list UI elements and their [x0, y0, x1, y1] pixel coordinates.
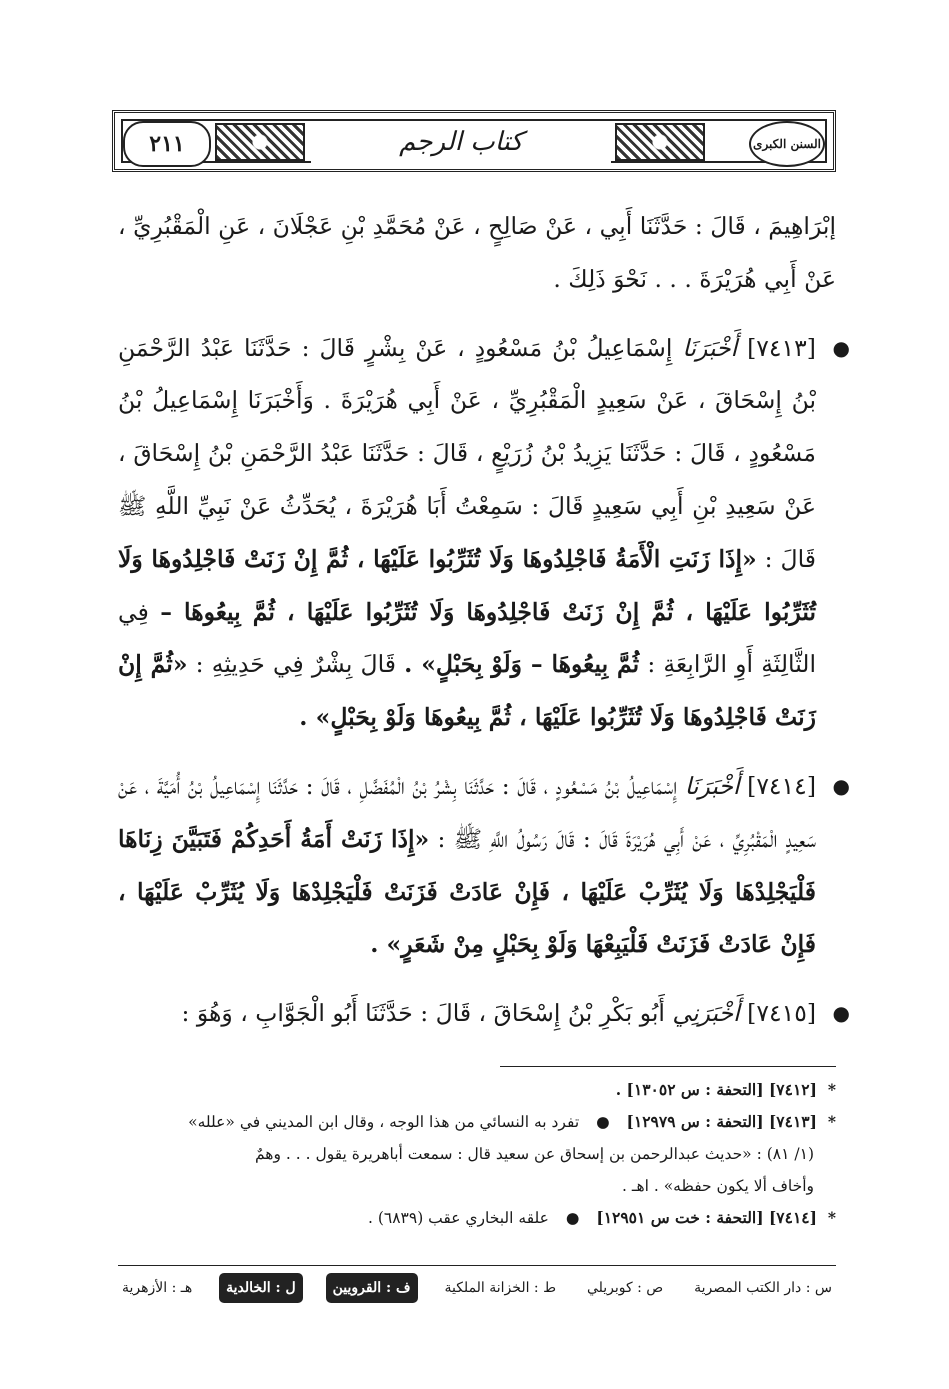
- book-title: كتاب الرجم: [311, 121, 611, 163]
- intro-line-2: عَنْ أَبِي هُرَيْرَةَ . . . نَحْوَ ذَلِكَ .: [553, 264, 836, 293]
- bullet-icon: ●: [832, 335, 850, 360]
- legend-item: هـ : الأزهرية: [122, 1280, 193, 1296]
- ikhbar-word: أَخْبَرَنِي: [672, 999, 740, 1028]
- legend-item: ط : الخزانة الملكية: [444, 1280, 557, 1296]
- medallion-text: السنن الكبرى: [753, 137, 821, 151]
- matn: «ثُمَّ إِنْ زَنَتْ فَاجْلِدُوهَا وَلَا تُثَرِّبُوا عَلَيْهَا ، ثُمَّ بِيعُوهَا وَلَوْ بِحَبْلٍ» .: [118, 650, 816, 732]
- matn: «إِذَا زَنَتْ أَمَةُ أَحَدِكُمْ فَتَبَيَّنَ زِنَاهَا فَلْيَجْلِدْهَا وَلَا يُثَرِّبْ عَلَيْهَا ، فَإِنْ عَادَتْ فَزَنَتْ فَلْيَجْلِدْهَا وَلَا يُثَرِّبْ عَلَيْهَا ، فَإِنْ عَادَتْ فَزَنَتْ فَلْيَبِعْهَا وَلَوْ بِحَبْلٍ مِنْ شَعَرٍ» .: [118, 824, 816, 959]
- footnote-ref: [٧٤١٣] [التحفة : س ١٢٩٧٩]: [626, 1112, 817, 1131]
- isnad: إِسْمَاعِيلُ بْنُ مَسْعُودٍ ، عَنْ بِشْرٍ قَالَ : حَدَّثَنَا عَبْدُ الرَّحْمَنِ بْنُ إِسْحَاقَ ، عَنْ سَعِيدٍ الْمَقْبُرِيِّ ، عَنْ أَبِي هُرَيْرَةَ . وَأَخْبَرَنَا إِسْمَاعِيلُ بْنُ مَسْعُودٍ ، قَالَ : حَدَّثَنَا يَزِيدُ بْنُ زُرَيْعٍ ، قَالَ : حَدَّثَنَا عَبْدُ الرَّحْمَنِ بْنُ إِسْحَاقَ ، عَنْ سَعِيدِ بْنِ أَبِي سَعِيدٍ قَالَ : سَمِعْتُ أَبَا هُرَيْرَةَ ، يُحَدِّثُ عَنْ نَبِيِّ اللَّهِ ﷺ قَالَ :: [118, 333, 816, 573]
- asterisk-icon: *: [827, 1080, 836, 1099]
- footnotes: [118, 1074, 836, 1234]
- footnote-note: علقه البخاري عقب (٦٨٣٩) .: [367, 1209, 549, 1227]
- ornament-right: [615, 123, 705, 161]
- footnote-7413: [118, 1106, 836, 1202]
- page-header: [112, 110, 836, 172]
- footnote-7414: [118, 1202, 836, 1234]
- footnote-continuation: وأخاف ألا يكون حفظه» . اهـ .: [622, 1177, 814, 1195]
- bullet-icon: ●: [565, 1209, 580, 1227]
- page-number: ٢١١: [123, 121, 211, 167]
- manuscript-legend: [118, 1273, 836, 1303]
- footnote-continuation: (١/ ٨١) : «حديث عبدالرحمن بن إسحاق عن سعيد قال : سمعت أباهريرة يقول . . . وهمٌ: [254, 1145, 814, 1163]
- footnote-note: تفرد به النسائي من هذا الوجه ، وقال ابن المديني في «علله»: [188, 1113, 580, 1131]
- intro-paragraph: [118, 200, 836, 306]
- isnad: إِسْمَاعِيلُ بْنُ مَسْعُودٍ ، قَالَ : حَدَّثَنَا بِشْرُ بْنُ الْمُفَضَّلِ ، قَالَ : حَدَّثَنَا إِسْمَاعِيلُ بْنُ أُمَيَّةَ ، عَنْ سَعِيدٍ الْمَقْبُرِيِّ ، عَنْ أَبِي هُرَيْرَةَ قَالَ : قَالَ رَسُولُ اللَّهِ ﷺ :: [118, 771, 816, 853]
- legend-item-highlighted: ل : الخالدية: [219, 1273, 303, 1303]
- matn: «إِذَا زَنَتِ الْأَمَةُ فَاجْلِدُوهَا وَلَا تُثَرِّبُوا عَلَيْهَا ، ثُمَّ إِنْ زَنَتْ فَاجْلِدُوهَا وَلَا تُثَرِّبُوا عَلَيْهَا ، ثُمَّ إِنْ زَنَتْ فَاجْلِدُوهَا وَلَا تُثَرِّبُوا عَلَيْهَا ، ثُمَّ بِيعُوهَا –: [118, 544, 816, 626]
- asterisk-icon: *: [827, 1112, 836, 1131]
- isnad: أَبُو بَكْرِ بْنُ إِسْحَاقَ ، قَالَ : حَدَّثَنَا أَبُو الْجَوَّابِ ، وَهُوَ :: [181, 999, 665, 1028]
- series-medallion: [749, 121, 825, 167]
- matn: ثُمَّ بِيعُوهَا – وَلَوْ بِحَبْلٍ» .: [404, 650, 640, 679]
- legend-item-highlighted: ف : القرويين: [326, 1273, 418, 1303]
- hadith-7415: [118, 987, 850, 1040]
- ikhbar-word: أَخْبَرَنَا: [684, 771, 740, 800]
- hadith-number: [٧٤١٥]: [747, 999, 816, 1028]
- bullet-icon: ●: [832, 773, 850, 798]
- ornament-left: [215, 123, 305, 161]
- footnote-ref: [٧٤١٢] [التحفة : س ١٣٠٥٢] .: [615, 1080, 817, 1099]
- footnote-ref: [٧٤١٤] [التحفة : خت س ١٢٩٥١]: [596, 1208, 817, 1227]
- hadith-7413: [118, 322, 850, 744]
- bullet-icon: ●: [596, 1113, 610, 1131]
- narrator-note: فِي الثَّالِثَةِ أَوِ الرَّابِعَةِ :: [118, 597, 816, 679]
- legend-item: س : دار الكتب المصرية: [694, 1280, 832, 1296]
- hadith-7414: [118, 760, 850, 971]
- hadith-number: [٧٤١٤]: [747, 771, 816, 800]
- main-text: [118, 200, 850, 1040]
- narrator-note: قَالَ بِشْرٌ فِي حَدِيثِهِ :: [195, 650, 397, 679]
- ikhbar-word: أَخْبَرَنَا: [682, 333, 738, 362]
- legend-item: ص : كوبريلي: [586, 1280, 664, 1296]
- asterisk-icon: *: [827, 1208, 836, 1227]
- hadith-number: [٧٤١٣]: [747, 333, 816, 362]
- footnote-divider: [500, 1066, 836, 1067]
- bullet-icon: ●: [832, 1001, 850, 1026]
- intro-line-1: إبْرَاهِيمَ ، قَالَ : حَدَّثَنَا أَبِي ، عَنْ صَالِحٍ ، عَنْ مُحَمَّدِ بْنِ عَجْلَانَ ، عَنِ الْمَقْبُرِيِّ ،: [118, 212, 836, 240]
- legend-divider: [118, 1265, 836, 1266]
- footnote-7412: [118, 1074, 836, 1106]
